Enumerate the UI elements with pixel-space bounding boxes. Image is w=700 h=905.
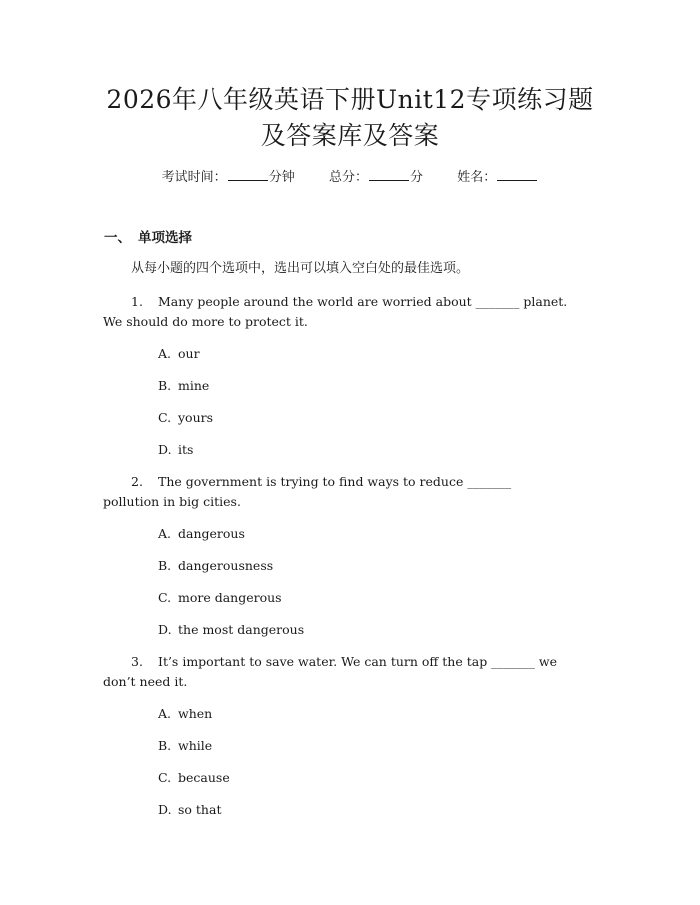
- exam-score-blank: [369, 168, 409, 181]
- question-3-option-b: [158, 737, 212, 755]
- option-text: yours: [178, 410, 214, 425]
- question-1: [103, 292, 603, 332]
- option-letter: D.: [158, 802, 172, 817]
- document-title-line-2: 及答案库及答案: [260, 121, 440, 150]
- option-text: because: [178, 770, 230, 785]
- option-text: while: [178, 738, 213, 753]
- section-number: 一、: [104, 230, 131, 246]
- exam-meta-line: [0, 168, 700, 187]
- option-letter: B.: [158, 558, 172, 573]
- option-letter: D.: [158, 622, 172, 637]
- question-number: 2.: [131, 474, 143, 489]
- question-3-option-d: [158, 801, 221, 819]
- section-heading: [104, 229, 192, 247]
- option-text: so that: [178, 802, 222, 817]
- option-letter: C.: [158, 590, 172, 605]
- question-text-line-2: don’t need it.: [103, 674, 188, 689]
- question-2: [103, 472, 603, 512]
- question-1-option-c: [158, 409, 213, 427]
- question-3-option-a: [158, 705, 212, 723]
- option-letter: D.: [158, 442, 172, 457]
- option-text: its: [178, 442, 194, 457]
- question-1-option-a: [158, 345, 200, 363]
- option-letter: C.: [158, 770, 172, 785]
- option-letter: C.: [158, 410, 172, 425]
- question-text-line-1: The government is trying to find ways to reduce _______: [158, 474, 512, 489]
- option-text: our: [178, 346, 200, 361]
- option-text: dangerous: [178, 526, 245, 541]
- option-text: the most dangerous: [178, 622, 305, 637]
- option-text: more dangerous: [178, 590, 282, 605]
- question-3: [103, 652, 603, 692]
- option-letter: A.: [158, 346, 172, 361]
- document-title-line-1: 2026年八年级英语下册Unit12专项练习题: [106, 85, 594, 114]
- question-text-line-2: pollution in big cities.: [103, 494, 241, 509]
- question-3-option-c: [158, 769, 230, 787]
- question-1-option-d: [158, 441, 193, 459]
- exam-name-label: 姓名：: [457, 170, 497, 185]
- question-2-option-a: [158, 525, 245, 543]
- exam-score-label: 总分：: [328, 170, 368, 185]
- exam-time-label: 考试时间：: [161, 170, 227, 185]
- section-title: 单项选择: [138, 230, 192, 246]
- option-letter: A.: [158, 706, 172, 721]
- question-number: 1.: [131, 294, 143, 309]
- option-text: when: [178, 706, 213, 721]
- option-letter: B.: [158, 738, 172, 753]
- exam-score-unit: 分: [410, 170, 424, 185]
- question-number: 3.: [131, 654, 143, 669]
- option-letter: A.: [158, 526, 172, 541]
- question-1-option-b: [158, 377, 209, 395]
- exam-time-blank: [228, 168, 268, 181]
- exam-name-blank: [497, 168, 537, 181]
- section-instruction: 从每小题的四个选项中，选出可以填入空白处的最佳选项。: [131, 261, 470, 276]
- exam-time-unit: 分钟: [268, 170, 295, 185]
- question-2-option-c: [158, 589, 282, 607]
- option-text: dangerousness: [178, 558, 274, 573]
- option-text: mine: [178, 378, 210, 393]
- question-text-line-1: It’s important to save water. We can turn off the tap _______ we: [158, 654, 557, 669]
- question-2-option-b: [158, 557, 273, 575]
- question-2-option-d: [158, 621, 304, 639]
- question-text-line-1: Many people around the world are worried about _______ planet.: [158, 294, 568, 309]
- option-letter: B.: [158, 378, 172, 393]
- question-text-line-2: We should do more to protect it.: [103, 314, 308, 329]
